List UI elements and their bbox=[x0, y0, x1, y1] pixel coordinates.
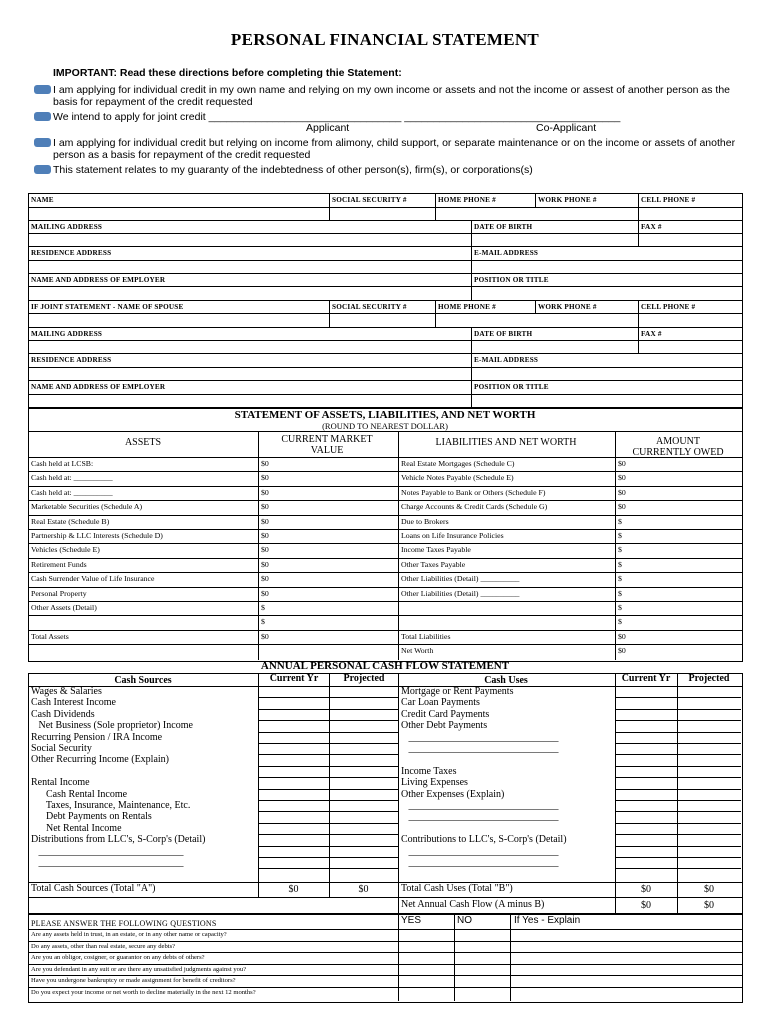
cash-use-item: ______________________________ bbox=[401, 845, 559, 857]
important-note: IMPORTANT: Read these directions before completing thie Statement: bbox=[53, 67, 402, 79]
asset-row-value[interactable]: $0 bbox=[261, 545, 269, 555]
cash-source-item: Cash Rental Income bbox=[31, 788, 128, 800]
assets-section-title: STATEMENT OF ASSETS, LIABILITIES, AND NET WORTH bbox=[234, 409, 536, 421]
cash-source-item: Other Recurring Income (Explain) bbox=[31, 754, 170, 766]
personal-info-grid bbox=[28, 193, 743, 409]
value-header-line2: VALUE bbox=[310, 445, 344, 456]
asset-row-value[interactable]: $0 bbox=[261, 473, 269, 483]
liability-row-owed[interactable]: $ bbox=[618, 574, 622, 584]
market-value-header bbox=[258, 434, 396, 456]
mailing-label: MAILING ADDRESS bbox=[31, 223, 103, 231]
liability-row-owed[interactable]: $0 bbox=[618, 487, 626, 497]
spouse-home-phone-label: HOME PHONE # bbox=[438, 303, 496, 311]
home-phone-label: HOME PHONE # bbox=[438, 196, 496, 204]
spouse-position-label: POSITION OR TITLE bbox=[474, 383, 549, 391]
spouse-ssn-label: SOCIAL SECURITY # bbox=[332, 303, 407, 311]
cash-source-item: Recurring Pension / IRA Income bbox=[31, 731, 163, 743]
cash-use-item: ______________________________ bbox=[401, 800, 559, 811]
asset-row-label: Cash held at LCSB: bbox=[31, 459, 94, 468]
asset-row-label: Retirement Funds bbox=[31, 559, 87, 569]
cash-source-item: Cash Dividends bbox=[31, 708, 95, 720]
liability-row-owed[interactable]: $0 bbox=[618, 646, 626, 656]
cash-source-item: Social Security bbox=[31, 743, 92, 754]
asset-row-label: Vehicles (Schedule E) bbox=[31, 545, 100, 555]
asset-row-label: Cash held at: __________ bbox=[31, 473, 113, 483]
asset-row-label: Cash Surrender Value of Life Insurance bbox=[31, 574, 155, 584]
cash-sources-header: Cash Sources bbox=[114, 675, 172, 686]
liability-row-label: Other Taxes Payable bbox=[401, 559, 466, 569]
cash-source-item: Net Business (Sole proprietor) Income bbox=[31, 720, 193, 732]
total-uses-projected[interactable]: $0 bbox=[704, 884, 714, 895]
cash-use-item: Credit Card Payments bbox=[401, 708, 490, 720]
cash-source-item: Distributions from LLC's, S-Corp's (Detail) bbox=[31, 834, 206, 846]
liability-row-label: Income Taxes Payable bbox=[401, 545, 471, 555]
spouse-residence-label: RESIDENCE ADDRESS bbox=[31, 356, 112, 364]
spouse-mailing-label: MAILING ADDRESS bbox=[31, 330, 103, 338]
assets-header: ASSETS bbox=[124, 437, 162, 448]
spouse-label: IF JOINT STATEMENT - NAME OF SPOUSE bbox=[31, 303, 184, 311]
liability-row-label: Total Liabilities bbox=[401, 631, 451, 641]
asset-row-value[interactable]: $0 bbox=[261, 502, 269, 512]
spouse-cell-phone-label: CELL PHONE # bbox=[641, 303, 696, 311]
spouse-work-phone-label: WORK PHONE # bbox=[538, 303, 597, 311]
dob-label: DATE OF BIRTH bbox=[474, 223, 533, 231]
cashflow-title: ANNUAL PERSONAL CASH FLOW STATEMENT bbox=[260, 660, 510, 672]
total-sources-current[interactable]: $0 bbox=[288, 884, 299, 895]
name-label: NAME bbox=[31, 196, 54, 204]
owed-header-line1: AMOUNT bbox=[656, 436, 700, 447]
liability-row-owed[interactable]: $ bbox=[618, 603, 622, 612]
cash-use-item: Mortgage or Rent Payments bbox=[401, 686, 514, 697]
liability-row-owed[interactable]: $ bbox=[618, 545, 622, 555]
liability-row-label: Other Liabilities (Detail) __________ bbox=[401, 574, 520, 584]
liability-row-owed[interactable]: $ bbox=[618, 559, 622, 569]
total-sources-projected[interactable]: $0 bbox=[358, 884, 369, 895]
liability-row-label: Charge Accounts & Credit Cards (Schedule G) bbox=[401, 502, 548, 512]
asset-row-label: Other Assets (Detail) bbox=[31, 603, 97, 612]
total-uses-current[interactable]: $0 bbox=[641, 884, 651, 895]
cash-source-item: Cash Interest Income bbox=[31, 697, 116, 709]
checkbox-icon[interactable] bbox=[34, 85, 51, 94]
liability-row-label: Net Worth bbox=[401, 646, 434, 656]
cash-source-item: Wages & Salaries bbox=[31, 686, 102, 697]
round-note: (ROUND TO NEAREST DOLLAR) bbox=[322, 421, 448, 431]
liability-row-owed[interactable]: $0 bbox=[618, 459, 626, 468]
yes-header: YES bbox=[401, 915, 422, 926]
question-item: Do you expect your income or net worth to decline materially in the next 12 months? bbox=[31, 989, 256, 996]
liabilities-header: LIABILITIES AND NET WORTH bbox=[435, 437, 577, 448]
asset-row-label: Real Estate (Schedule B) bbox=[31, 516, 110, 526]
spouse-email-label: E-MAIL ADDRESS bbox=[474, 356, 539, 364]
liability-row-label: Real Estate Mortgages (Schedule C) bbox=[401, 459, 515, 468]
liability-row-owed[interactable]: $0 bbox=[618, 502, 626, 512]
asset-row-value[interactable]: $0 bbox=[261, 516, 269, 526]
liability-row-label: Vehicle Notes Payable (Schedule E) bbox=[401, 473, 514, 483]
cash-use-item: Income Taxes bbox=[401, 765, 457, 777]
checkbox-icon[interactable] bbox=[34, 112, 51, 121]
question-item: Are you defendant in any suit or are there any unsatisfied judgments against you? bbox=[31, 965, 247, 973]
no-header: NO bbox=[457, 915, 472, 926]
cash-use-item: ______________________________ bbox=[401, 731, 559, 743]
uses-projected-header: Projected bbox=[688, 673, 730, 684]
position-label: POSITION OR TITLE bbox=[474, 276, 549, 284]
option-individual-other[interactable]: I am applying for individual credit but relying on income from alimony, child support, or separate maintenance or on the income or assets of another person as a basis for repayment of the credit requested bbox=[34, 137, 734, 161]
asset-row-value[interactable]: $0 bbox=[261, 631, 269, 641]
sources-projected-header: Projected bbox=[343, 673, 385, 684]
spouse-fax-label: FAX # bbox=[641, 330, 662, 338]
liability-row-owed[interactable]: $ bbox=[618, 531, 622, 540]
cash-use-item: Other Debt Payments bbox=[401, 720, 488, 732]
email-label: E-MAIL ADDRESS bbox=[474, 249, 539, 257]
ssn-label: SOCIAL SECURITY # bbox=[332, 196, 407, 204]
asset-row-value[interactable]: $0 bbox=[261, 531, 269, 540]
asset-row-label: Cash held at: __________ bbox=[31, 487, 113, 497]
asset-row-value[interactable]: $0 bbox=[261, 559, 269, 569]
total-sources-label: Total Cash Sources (Total "A") bbox=[31, 883, 156, 894]
cash-source-item: Taxes, Insurance, Maintenance, Etc. bbox=[31, 800, 191, 811]
cash-source-item: Debt Payments on Rentals bbox=[31, 811, 152, 823]
asset-row-value[interactable]: $ bbox=[261, 617, 265, 627]
asset-row-label: Total Assets bbox=[31, 631, 69, 641]
questions-header: PLEASE ANSWER THE FOLLOWING QUESTIONS bbox=[31, 919, 217, 928]
owed-header-line2: CURRENTLY OWED bbox=[632, 447, 724, 458]
cell-phone-label: CELL PHONE # bbox=[641, 196, 696, 204]
cash-use-item: ______________________________ bbox=[401, 811, 559, 823]
co-applicant-label: Co-Applicant bbox=[536, 122, 597, 134]
work-phone-label: WORK PHONE # bbox=[538, 196, 597, 204]
question-item: Are any assets held in trust, in an estate, or in any other name or capacity? bbox=[31, 931, 227, 938]
cash-source-item: Net Rental Income bbox=[31, 822, 122, 834]
liability-row-label: Other Liabilities (Detail) __________ bbox=[401, 588, 520, 598]
page-title: PERSONAL FINANCIAL STATEMENT bbox=[230, 30, 540, 49]
total-uses-label: Total Cash Uses (Total "B") bbox=[401, 883, 513, 894]
asset-row-value[interactable]: $0 bbox=[261, 574, 269, 584]
liability-row-owed[interactable]: $ bbox=[618, 516, 622, 526]
residence-label: RESIDENCE ADDRESS bbox=[31, 249, 112, 257]
cash-source-item: _____________________________ bbox=[31, 857, 184, 868]
cash-use-item: Living Expenses bbox=[401, 777, 468, 789]
liability-row-label: Notes Payable to Bank or Others (Schedule F) bbox=[401, 487, 546, 497]
employer-label: NAME AND ADDRESS OF EMPLOYER bbox=[31, 276, 166, 284]
cash-use-item: Other Expenses (Explain) bbox=[401, 788, 505, 800]
fax-label: FAX # bbox=[641, 223, 662, 231]
question-item: Do any assets, other than real estate, secure any debts? bbox=[31, 942, 176, 950]
asset-row-value[interactable]: $0 bbox=[261, 588, 269, 598]
asset-row-label: Personal Property bbox=[31, 588, 87, 598]
liability-row-owed[interactable]: $ bbox=[618, 617, 622, 627]
cash-use-item: ______________________________ bbox=[401, 743, 559, 754]
asset-row-value[interactable]: $ bbox=[261, 603, 265, 612]
spouse-employer-label: NAME AND ADDRESS OF EMPLOYER bbox=[31, 383, 166, 391]
checkbox-icon[interactable] bbox=[34, 165, 51, 174]
sources-current-header: Current Yr bbox=[269, 673, 319, 684]
cash-use-item: Contributions to LLC's, S-Corp's (Detail) bbox=[401, 834, 567, 846]
net-flow-label: Net Annual Cash Flow (A minus B) bbox=[401, 899, 545, 910]
uses-current-header: Current Yr bbox=[621, 673, 671, 684]
option-guaranty[interactable]: This statement relates to my guaranty of the indebtedness of other person(s), firm(s), or corporations(s) bbox=[34, 164, 734, 176]
net-flow-current[interactable]: $0 bbox=[641, 900, 651, 911]
option-joint-credit[interactable]: We intend to apply for joint credit _________________________________ _____________________________________ bbox=[34, 111, 734, 123]
liability-row-owed[interactable]: $0 bbox=[618, 473, 626, 483]
net-flow-projected[interactable]: $0 bbox=[704, 900, 714, 911]
checkbox-icon[interactable] bbox=[34, 138, 51, 147]
spouse-dob-label: DATE OF BIRTH bbox=[474, 330, 533, 338]
cash-source-item: _____________________________ bbox=[31, 845, 184, 857]
name-field[interactable] bbox=[29, 208, 328, 219]
asset-row-label: Marketable Securities (Schedule A) bbox=[31, 502, 143, 512]
question-item: Are you an obligor, cosigner, or guarantor on any debts of others? bbox=[31, 954, 205, 962]
cash-use-item: Car Loan Payments bbox=[401, 697, 480, 709]
cash-use-item: ______________________________ bbox=[401, 857, 559, 868]
option-individual-own[interactable]: I am applying for individual credit in my own name and relying on my own income or assets and not the income or assest of another person as the basis for repayment of the credit requested bbox=[34, 84, 734, 108]
amount-owed-header bbox=[615, 436, 741, 458]
explain-header: If Yes - Explain bbox=[514, 915, 581, 926]
asset-row-value[interactable]: $0 bbox=[261, 459, 269, 468]
cash-uses-header: Cash Uses bbox=[484, 675, 528, 686]
asset-row-label: Partnership & LLC Interests (Schedule D) bbox=[31, 531, 163, 540]
cash-source-item: Rental Income bbox=[31, 777, 90, 789]
liability-row-label: Due to Brokers bbox=[401, 516, 449, 526]
liability-row-owed[interactable]: $ bbox=[618, 588, 622, 598]
liability-row-label: Loans on Life Insurance Policies bbox=[401, 531, 504, 540]
question-item: Have you undergone bankruptcy or made assignment for benefit of creditors? bbox=[31, 977, 236, 985]
liability-row-owed[interactable]: $0 bbox=[618, 631, 626, 641]
value-header-line1: CURRENT MARKET bbox=[281, 434, 373, 445]
applicant-label: Applicant bbox=[306, 122, 350, 134]
asset-row-value[interactable]: $0 bbox=[261, 487, 269, 497]
